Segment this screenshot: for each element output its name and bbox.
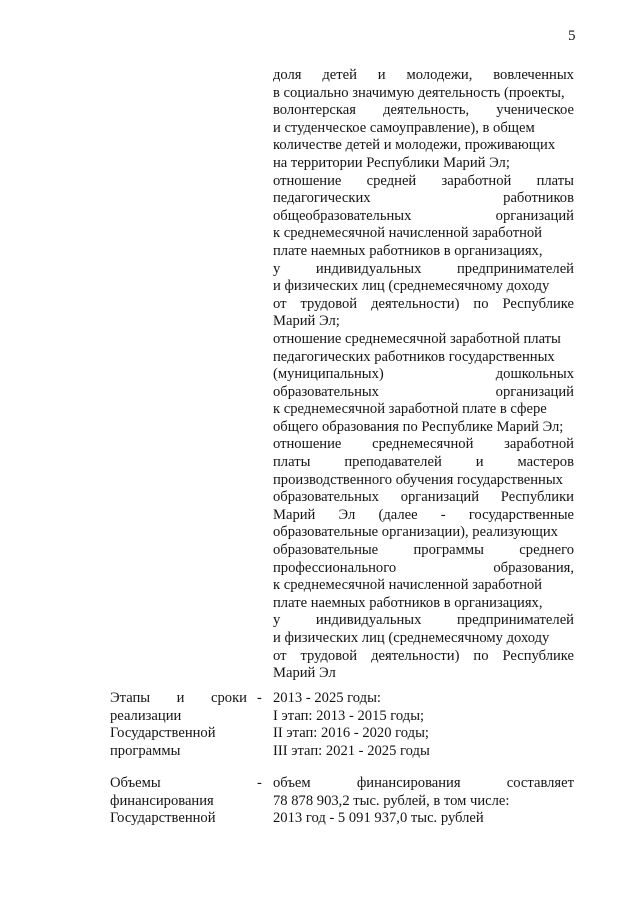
funding-dash: - <box>257 775 262 791</box>
funding-label: Объемы финансирования Государственной <box>110 775 216 827</box>
stages-label: Этапы и сроки реализации Государственной программы <box>110 690 247 759</box>
funding-values: объем финансирования составляет 78 878 903,2 тыс. рублей, в том числе: 2013 год - 5 091 937,0 тыс. рублей <box>273 775 574 827</box>
indicators-list <box>273 67 574 683</box>
stages-values: 2013 - 2025 годы: I этап: 2013 - 2015 годы; II этап: 2016 - 2020 годы; III этап: 2021 - 2025 годы <box>273 690 430 759</box>
stages-dash: - <box>257 690 262 706</box>
indicator-general-edu-salary: отношение средней заработной платы педагогических работников общеобразовательных организаций к среднемесячной начисленной заработной плате наемных работников в организациях, у индивидуальных предпринимателей и физических лиц (среднемесячному доходу от трудовой деятельности) по Республике Марий Эл; <box>273 172 574 330</box>
indicator-youth-share: доля детей и молодежи, вовлеченных в социально значимую деятельность (проекты, волонтерская деятельность, ученическое и студенческое самоуправление), в общем количестве детей и молодежи, проживающих на территории Республики Марий Эл; <box>273 67 574 171</box>
page-number: 5 <box>568 28 576 44</box>
indicator-preschool-salary: отношение среднемесячной заработной платы педагогических работников государственных (муниципальных) дошкольных образовательных организаций к среднемесячной заработной плате в сфере общего образования по Республике Марий Эл; <box>273 330 574 435</box>
indicator-vocational-salary: отношение среднемесячной заработной платы преподавателей и мастеров производственного обучения государственных образовательных организаций Республики Марий Эл (далее - государственные образовательные организации), реализующих образовательные программы среднего профессионального образования, к среднемесячной начисленной заработной плате наемных работников в организациях, у индивидуальных предпринимателей и физических лиц (среднемесячному доходу от трудовой деятельности) по Республике Марий Эл <box>273 436 574 682</box>
